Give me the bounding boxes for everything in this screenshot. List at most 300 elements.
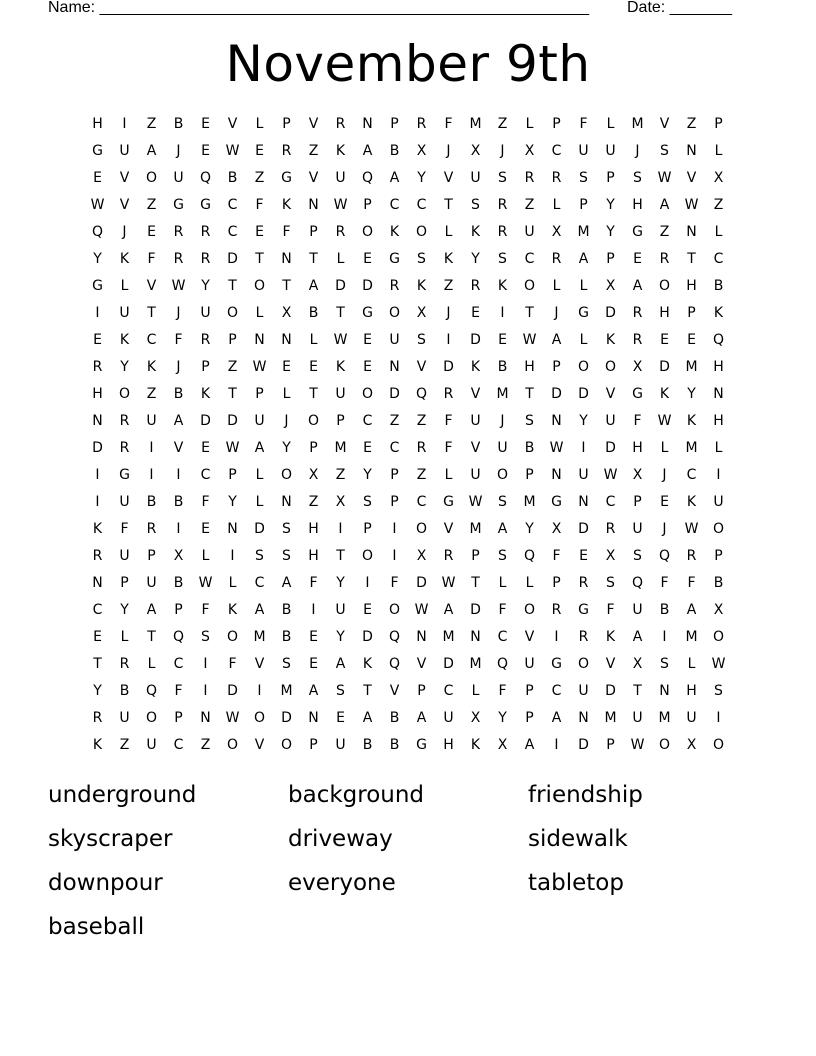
grid-letter: V bbox=[605, 385, 616, 402]
grid-letter: V bbox=[254, 736, 265, 753]
grid-letter: O bbox=[307, 412, 320, 429]
grid-letter: R bbox=[659, 250, 670, 267]
grid-letter: V bbox=[119, 169, 130, 186]
grid-letter: M bbox=[685, 358, 698, 375]
grid-letter: M bbox=[496, 385, 509, 402]
grid-letter: A bbox=[362, 709, 373, 726]
grid-letter: N bbox=[227, 520, 238, 537]
grid-letter: B bbox=[308, 304, 319, 321]
grid-row bbox=[84, 569, 732, 596]
grid-letter: H bbox=[524, 358, 535, 375]
grid-letter: F bbox=[444, 115, 453, 132]
grid-letter: R bbox=[200, 331, 211, 348]
grid-letter: D bbox=[227, 250, 238, 267]
word-list-item: background bbox=[288, 782, 425, 808]
grid-letter: F bbox=[282, 223, 291, 240]
grid-letter: S bbox=[417, 331, 426, 348]
grid-letter: T bbox=[633, 682, 642, 699]
page-title: November 9th bbox=[225, 35, 591, 93]
grid-letter: D bbox=[362, 628, 373, 645]
grid-letter: N bbox=[551, 412, 562, 429]
grid-letter: I bbox=[95, 493, 100, 510]
grid-letter: Y bbox=[93, 250, 102, 267]
grid-letter: L bbox=[606, 115, 615, 132]
grid-letter: Q bbox=[145, 682, 158, 699]
grid-letter: P bbox=[309, 736, 318, 753]
grid-letter: J bbox=[635, 142, 640, 159]
grid-letter: R bbox=[281, 142, 292, 159]
grid-letter: S bbox=[201, 628, 210, 645]
grid-letter: G bbox=[92, 142, 103, 159]
grid-letter: H bbox=[686, 277, 697, 294]
grid-letter: M bbox=[469, 520, 482, 537]
grid-letter: C bbox=[686, 466, 697, 483]
grid-letter: N bbox=[281, 250, 292, 267]
grid-letter: E bbox=[309, 655, 318, 672]
grid-letter: P bbox=[552, 358, 561, 375]
grid-letter: O bbox=[388, 304, 401, 321]
grid-letter: R bbox=[443, 547, 454, 564]
grid-letter: Y bbox=[417, 169, 426, 186]
grid-letter: D bbox=[551, 385, 562, 402]
grid-letter: S bbox=[282, 655, 291, 672]
grid-letter: D bbox=[443, 655, 454, 672]
grid-letter: Q bbox=[91, 223, 104, 240]
grid-letter: K bbox=[497, 277, 508, 294]
grid-letter: T bbox=[228, 385, 237, 402]
grid-letter: W bbox=[657, 169, 672, 186]
grid-letter: O bbox=[577, 358, 590, 375]
grid-letter: I bbox=[662, 628, 667, 645]
grid-letter: L bbox=[444, 466, 453, 483]
grid-letter: E bbox=[363, 358, 372, 375]
grid-letter: P bbox=[228, 466, 237, 483]
grid-letter: I bbox=[500, 304, 505, 321]
grid-letter: C bbox=[497, 628, 508, 645]
grid-letter: G bbox=[443, 493, 454, 510]
grid-letter: U bbox=[119, 493, 130, 510]
grid-letter: W bbox=[225, 142, 240, 159]
grid-letter: E bbox=[309, 358, 318, 375]
grid-letter: W bbox=[657, 412, 672, 429]
grid-letter: W bbox=[711, 655, 726, 672]
grid-letter: R bbox=[335, 223, 346, 240]
grid-letter: E bbox=[93, 331, 102, 348]
grid-letter: P bbox=[525, 682, 534, 699]
grid-letter: Y bbox=[363, 466, 372, 483]
grid-letter: X bbox=[632, 358, 643, 375]
grid-letter: W bbox=[684, 196, 699, 213]
grid-letter: R bbox=[416, 439, 427, 456]
grid-letter: P bbox=[714, 547, 723, 564]
grid-letter: E bbox=[363, 331, 372, 348]
grid-row bbox=[84, 461, 732, 488]
grid-letter: R bbox=[335, 115, 346, 132]
grid-letter: Q bbox=[631, 574, 644, 591]
grid-letter: O bbox=[604, 358, 617, 375]
grid-letter: B bbox=[389, 709, 400, 726]
grid-letter: M bbox=[442, 628, 455, 645]
grid-letter: C bbox=[173, 655, 184, 672]
grid-letter: B bbox=[659, 601, 670, 618]
grid-letter: F bbox=[174, 331, 183, 348]
grid-letter: L bbox=[201, 547, 210, 564]
grid-letter: D bbox=[578, 520, 589, 537]
grid-letter: O bbox=[226, 628, 239, 645]
grid-letter: K bbox=[92, 520, 103, 537]
grid-letter: B bbox=[227, 169, 238, 186]
grid-letter: C bbox=[605, 493, 616, 510]
grid-letter: Y bbox=[687, 385, 696, 402]
grid-letter: O bbox=[361, 385, 374, 402]
grid-row bbox=[84, 137, 732, 164]
grid-letter: X bbox=[686, 736, 697, 753]
grid-letter: Z bbox=[119, 736, 130, 753]
grid-letter: U bbox=[119, 142, 130, 159]
grid-letter: T bbox=[93, 655, 102, 672]
grid-letter: S bbox=[363, 493, 372, 510]
grid-letter: L bbox=[714, 223, 723, 240]
grid-letter: P bbox=[390, 115, 399, 132]
grid-letter: F bbox=[633, 412, 642, 429]
grid-letter: O bbox=[226, 736, 239, 753]
grid-letter: V bbox=[119, 196, 130, 213]
grid-letter: Y bbox=[336, 574, 345, 591]
grid-letter: E bbox=[687, 331, 696, 348]
grid-letter: J bbox=[500, 142, 505, 159]
grid-letter: F bbox=[147, 250, 156, 267]
grid-letter: E bbox=[498, 331, 507, 348]
grid-letter: F bbox=[660, 574, 669, 591]
grid-letter: P bbox=[147, 547, 156, 564]
grid-letter: L bbox=[282, 385, 291, 402]
grid-letter: G bbox=[173, 196, 184, 213]
grid-letter: Y bbox=[93, 682, 102, 699]
grid-letter: E bbox=[309, 628, 318, 645]
grid-letter: H bbox=[308, 547, 319, 564]
grid-letter: G bbox=[362, 304, 373, 321]
grid-letter: Z bbox=[146, 385, 157, 402]
grid-letter: C bbox=[362, 412, 373, 429]
grid-letter: A bbox=[578, 250, 589, 267]
grid-letter: Q bbox=[658, 547, 671, 564]
grid-letter: F bbox=[687, 574, 696, 591]
grid-letter: K bbox=[416, 277, 427, 294]
grid-row bbox=[84, 299, 732, 326]
grid-letter: D bbox=[605, 304, 616, 321]
grid-letter: A bbox=[686, 601, 697, 618]
grid-letter: F bbox=[498, 601, 507, 618]
grid-letter: R bbox=[92, 709, 103, 726]
grid-letter: N bbox=[281, 331, 292, 348]
grid-letter: O bbox=[658, 736, 671, 753]
grid-letter: R bbox=[200, 250, 211, 267]
grid-letter: U bbox=[632, 709, 643, 726]
grid-letter: C bbox=[416, 196, 427, 213]
grid-letter: Y bbox=[606, 196, 615, 213]
grid-row bbox=[84, 326, 732, 353]
grid-row bbox=[84, 731, 732, 758]
grid-letter: W bbox=[414, 601, 429, 618]
grid-letter: B bbox=[713, 574, 724, 591]
grid-letter: D bbox=[362, 277, 373, 294]
grid-letter: K bbox=[119, 331, 130, 348]
grid-letter: S bbox=[633, 547, 642, 564]
grid-letter: C bbox=[443, 682, 454, 699]
grid-letter: T bbox=[228, 277, 237, 294]
grid-letter: N bbox=[578, 493, 589, 510]
grid-letter: U bbox=[173, 169, 184, 186]
grid-letter: I bbox=[581, 439, 586, 456]
grid-letter: O bbox=[145, 709, 158, 726]
grid-letter: R bbox=[632, 331, 643, 348]
grid-letter: T bbox=[282, 277, 291, 294]
grid-letter: O bbox=[415, 520, 428, 537]
grid-letter: N bbox=[281, 493, 292, 510]
grid-letter: Y bbox=[498, 709, 507, 726]
grid-letter: Q bbox=[388, 628, 401, 645]
grid-letter: S bbox=[579, 169, 588, 186]
grid-letter: U bbox=[713, 493, 724, 510]
grid-letter: O bbox=[145, 169, 158, 186]
grid-letter: P bbox=[471, 547, 480, 564]
grid-letter: H bbox=[92, 115, 103, 132]
grid-letter: U bbox=[470, 466, 481, 483]
grid-letter: T bbox=[363, 682, 372, 699]
grid-letter: P bbox=[525, 709, 534, 726]
grid-letter: L bbox=[336, 250, 345, 267]
grid-letter: R bbox=[551, 169, 562, 186]
grid-letter: E bbox=[147, 223, 156, 240]
grid-letter: Z bbox=[524, 196, 535, 213]
grid-letter: G bbox=[281, 169, 292, 186]
grid-letter: S bbox=[282, 520, 291, 537]
grid-letter: G bbox=[551, 655, 562, 672]
grid-letter: I bbox=[203, 682, 208, 699]
grid-letter: X bbox=[470, 709, 481, 726]
grid-row bbox=[84, 650, 732, 677]
grid-letter: C bbox=[551, 682, 562, 699]
grid-letter: C bbox=[146, 331, 157, 348]
grid-letter: A bbox=[146, 142, 157, 159]
grid-letter: U bbox=[119, 304, 130, 321]
grid-row bbox=[84, 407, 732, 434]
grid-letter: I bbox=[230, 547, 235, 564]
grid-letter: A bbox=[308, 682, 319, 699]
grid-letter: O bbox=[361, 223, 374, 240]
grid-letter: V bbox=[686, 169, 697, 186]
grid-letter: Y bbox=[471, 250, 480, 267]
grid-letter: C bbox=[173, 736, 184, 753]
grid-letter: P bbox=[606, 736, 615, 753]
grid-letter: W bbox=[198, 574, 213, 591]
grid-letter: N bbox=[551, 466, 562, 483]
grid-letter: N bbox=[578, 709, 589, 726]
grid-letter: I bbox=[95, 466, 100, 483]
grid-letter: O bbox=[658, 277, 671, 294]
grid-letter: J bbox=[500, 412, 505, 429]
grid-letter: G bbox=[632, 385, 643, 402]
grid-letter: A bbox=[308, 277, 319, 294]
grid-letter: X bbox=[713, 601, 724, 618]
grid-letter: Z bbox=[713, 196, 724, 213]
grid-letter: V bbox=[389, 682, 400, 699]
grid-row bbox=[84, 677, 732, 704]
grid-letter: N bbox=[362, 115, 373, 132]
grid-letter: K bbox=[605, 628, 616, 645]
grid-letter: U bbox=[470, 169, 481, 186]
grid-letter: K bbox=[443, 250, 454, 267]
grid-letter: A bbox=[632, 628, 643, 645]
grid-letter: P bbox=[633, 493, 642, 510]
grid-letter: H bbox=[92, 385, 103, 402]
grid-letter: P bbox=[282, 115, 291, 132]
grid-letter: L bbox=[471, 682, 480, 699]
grid-letter: S bbox=[417, 250, 426, 267]
grid-row bbox=[84, 434, 732, 461]
grid-letter: I bbox=[203, 655, 208, 672]
grid-letter: L bbox=[552, 277, 561, 294]
grid-letter: C bbox=[551, 142, 562, 159]
grid-letter: T bbox=[147, 304, 156, 321]
grid-letter: G bbox=[92, 277, 103, 294]
grid-letter: P bbox=[363, 196, 372, 213]
grid-letter: I bbox=[392, 520, 397, 537]
grid-letter: D bbox=[227, 682, 238, 699]
grid-letter: C bbox=[416, 493, 427, 510]
grid-letter: W bbox=[225, 709, 240, 726]
grid-letter: H bbox=[308, 520, 319, 537]
grid-letter: D bbox=[281, 709, 292, 726]
grid-letter: D bbox=[92, 439, 103, 456]
grid-letter: E bbox=[363, 601, 372, 618]
grid-letter: D bbox=[605, 682, 616, 699]
grid-letter: J bbox=[446, 142, 451, 159]
grid-letter: F bbox=[228, 655, 237, 672]
grid-letter: E bbox=[363, 250, 372, 267]
grid-letter: E bbox=[363, 439, 372, 456]
grid-letter: N bbox=[659, 682, 670, 699]
grid-letter: K bbox=[335, 142, 346, 159]
grid-letter: P bbox=[174, 709, 183, 726]
grid-letter: T bbox=[525, 385, 534, 402]
grid-letter: M bbox=[685, 628, 698, 645]
grid-row bbox=[84, 542, 732, 569]
grid-letter: S bbox=[498, 250, 507, 267]
grid-letter: Z bbox=[497, 115, 508, 132]
grid-letter: V bbox=[416, 655, 427, 672]
grid-letter: O bbox=[712, 520, 725, 537]
grid-letter: T bbox=[309, 385, 318, 402]
grid-letter: P bbox=[309, 223, 318, 240]
grid-letter: Q bbox=[712, 331, 725, 348]
grid-letter: O bbox=[280, 736, 293, 753]
grid-letter: K bbox=[686, 412, 697, 429]
grid-letter: O bbox=[253, 277, 266, 294]
name-field: Name: _______________________________________________________ bbox=[48, 0, 589, 16]
grid-letter: Q bbox=[523, 547, 536, 564]
grid-letter: F bbox=[498, 682, 507, 699]
grid-letter: N bbox=[389, 358, 400, 375]
grid-letter: K bbox=[470, 223, 481, 240]
grid-row bbox=[84, 164, 732, 191]
grid-letter: U bbox=[119, 709, 130, 726]
grid-letter: O bbox=[415, 223, 428, 240]
grid-letter: F bbox=[444, 412, 453, 429]
grid-letter: S bbox=[660, 142, 669, 159]
grid-letter: E bbox=[201, 439, 210, 456]
grid-letter: D bbox=[470, 601, 481, 618]
grid-letter: I bbox=[338, 520, 343, 537]
grid-letter: U bbox=[146, 574, 157, 591]
grid-letter: P bbox=[390, 493, 399, 510]
grid-letter: W bbox=[252, 358, 267, 375]
grid-letter: B bbox=[173, 574, 184, 591]
grid-letter: A bbox=[281, 574, 292, 591]
grid-letter: D bbox=[227, 412, 238, 429]
grid-letter: U bbox=[146, 736, 157, 753]
grid-letter: A bbox=[335, 655, 346, 672]
grid-letter: X bbox=[551, 520, 562, 537]
grid-letter: B bbox=[389, 142, 400, 159]
grid-letter: A bbox=[389, 169, 400, 186]
grid-letter: L bbox=[120, 277, 129, 294]
grid-letter: R bbox=[92, 358, 103, 375]
grid-letter: R bbox=[119, 412, 130, 429]
grid-letter: L bbox=[552, 196, 561, 213]
grid-letter: O bbox=[577, 655, 590, 672]
grid-letter: X bbox=[713, 169, 724, 186]
grid-letter: Z bbox=[146, 196, 157, 213]
grid-letter: S bbox=[714, 682, 723, 699]
grid-letter: U bbox=[254, 412, 265, 429]
grid-row bbox=[84, 353, 732, 380]
grid-letter: E bbox=[93, 628, 102, 645]
grid-letter: U bbox=[119, 547, 130, 564]
word-list-item: underground bbox=[48, 782, 197, 808]
grid-letter: G bbox=[551, 493, 562, 510]
grid-letter: N bbox=[686, 142, 697, 159]
grid-letter: X bbox=[470, 142, 481, 159]
grid-letter: K bbox=[362, 655, 373, 672]
grid-letter: C bbox=[92, 601, 103, 618]
grid-letter: R bbox=[119, 439, 130, 456]
grid-letter: N bbox=[470, 628, 481, 645]
grid-letter: B bbox=[173, 115, 184, 132]
grid-letter: C bbox=[200, 466, 211, 483]
grid-letter: Z bbox=[416, 466, 427, 483]
grid-letter: O bbox=[712, 736, 725, 753]
grid-letter: Q bbox=[388, 655, 401, 672]
word-list-item: driveway bbox=[288, 826, 393, 852]
grid-letter: S bbox=[255, 547, 264, 564]
grid-letter: M bbox=[469, 115, 482, 132]
grid-letter: Z bbox=[389, 412, 400, 429]
grid-letter: I bbox=[149, 466, 154, 483]
grid-letter: J bbox=[176, 304, 181, 321]
grid-letter: R bbox=[173, 250, 184, 267]
grid-letter: N bbox=[92, 574, 103, 591]
grid-letter: O bbox=[712, 628, 725, 645]
grid-letter: K bbox=[146, 358, 157, 375]
grid-letter: Y bbox=[282, 439, 291, 456]
grid-letter: P bbox=[363, 520, 372, 537]
grid-letter: P bbox=[120, 574, 129, 591]
grid-letter: U bbox=[605, 142, 616, 159]
grid-letter: F bbox=[255, 196, 264, 213]
grid-letter: U bbox=[146, 412, 157, 429]
grid-letter: E bbox=[201, 142, 210, 159]
